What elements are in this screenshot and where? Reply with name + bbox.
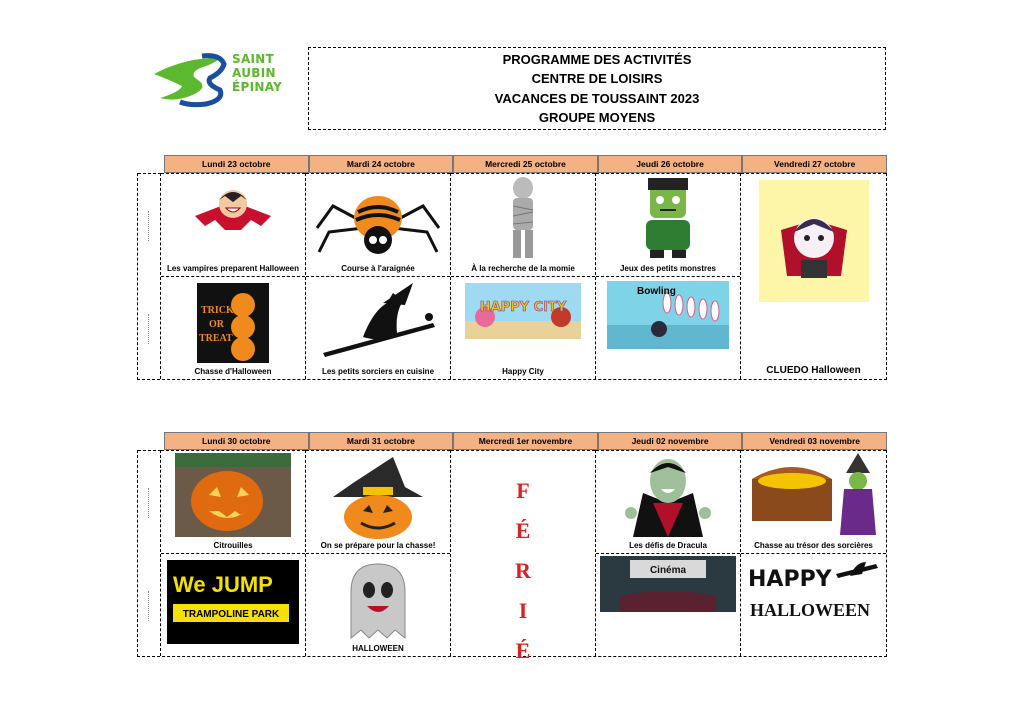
we-jump-logo <box>167 560 299 644</box>
activity-caption: Jeux des petits monstres <box>619 264 717 273</box>
svg-text:OR: OR <box>209 319 224 330</box>
activity-cell <box>306 450 450 553</box>
activity-cell <box>451 173 595 276</box>
svg-text:Cinéma: Cinéma <box>649 565 687 576</box>
activity-cell <box>161 276 305 379</box>
svg-text:HAPPY: HAPPY <box>747 567 832 592</box>
ghost-image <box>343 560 413 640</box>
day-header: Lundi 30 octobre <box>164 432 309 450</box>
pumpkin-photo <box>175 453 291 537</box>
activity-caption: Citrouilles <box>213 541 253 550</box>
activity-cell <box>306 276 450 379</box>
cinema-image <box>600 556 736 612</box>
title-line: PROGRAMME DES ACTIVITÉS <box>502 51 692 67</box>
activity-cell <box>741 553 886 656</box>
activity-cell <box>596 553 740 656</box>
happy-halloween-image <box>746 560 882 624</box>
dracula-image <box>623 453 713 537</box>
week-1-table <box>137 155 887 380</box>
activity-caption: Les vampires preparent Halloween <box>166 264 300 273</box>
day-header: Mercredi 25 octobre <box>453 155 598 173</box>
activity-cell <box>596 276 740 379</box>
activity-caption: On se prépare pour la chasse! <box>320 541 436 550</box>
mummy-image <box>503 176 543 260</box>
vampire-image <box>191 186 275 244</box>
happy-city-image <box>465 283 581 339</box>
activity-cell <box>741 450 886 553</box>
witch-on-broom-image <box>313 283 443 363</box>
bowling-image <box>607 281 729 349</box>
day-header: Vendredi 27 octobre <box>742 155 887 173</box>
svg-text:TRICK: TRICK <box>201 305 234 316</box>
svg-text:HALLOWEEN: HALLOWEEN <box>749 600 870 620</box>
activity-caption: Les défis de Dracula <box>629 541 707 550</box>
activity-caption: Chasse au trésor des sorcières <box>754 541 873 550</box>
day-header: Jeudi 26 octobre <box>598 155 743 173</box>
frankenstein-monster-image <box>640 176 696 260</box>
activity-caption: À la recherche de la momie <box>471 264 575 273</box>
period-column <box>138 173 161 379</box>
day-header: Vendredi 03 novembre <box>742 432 887 450</box>
svg-text:We JUMP: We JUMP <box>173 572 273 597</box>
day-header: Mardi 24 octobre <box>309 155 454 173</box>
title-line: VACANCES DE TOUSSAINT 2023 <box>494 90 700 106</box>
activity-caption: Les petits sorciers en cuisine <box>321 367 435 376</box>
activity-cell <box>306 553 450 656</box>
activity-cell <box>306 173 450 276</box>
svg-text:HAPPY CITY: HAPPY CITY <box>479 300 567 315</box>
svg-text:TRAMPOLINE PARK: TRAMPOLINE PARK <box>182 609 280 620</box>
svg-text:Bowling: Bowling <box>637 286 676 297</box>
day-header: Mercredi 1er novembre <box>453 432 598 450</box>
activity-cell <box>161 450 305 553</box>
pumpkin-witch-hat-image <box>323 457 433 539</box>
activity-caption: HALLOWEEN <box>352 644 404 653</box>
period-column <box>138 450 161 656</box>
activity-cell <box>596 173 740 276</box>
title-line: CENTRE DE LOISIRS <box>531 71 663 86</box>
day-header: Jeudi 02 novembre <box>598 432 743 450</box>
treasure-chest-witch-image <box>748 453 880 537</box>
day-header: Mardi 31 octobre <box>309 432 454 450</box>
logo-text: SAINT AUBIN ÉPINAY <box>232 52 283 94</box>
title-line: GROUPE MOYENS <box>538 110 656 125</box>
activity-cell <box>741 173 886 379</box>
activity-caption: Happy City <box>502 367 544 376</box>
week-2-table <box>137 432 887 663</box>
activity-cell <box>596 450 740 553</box>
spider-image <box>313 188 443 258</box>
cute-vampire-image <box>759 180 869 302</box>
holiday-cell <box>451 450 595 663</box>
trick-or-treat-image <box>197 283 269 363</box>
ferie-label: F É R I É <box>515 478 531 663</box>
day-header: Lundi 23 octobre <box>164 155 309 173</box>
activity-caption: Chasse d'Halloween <box>194 367 272 376</box>
activity-cell <box>161 553 305 656</box>
activity-caption: CLUEDO Halloween <box>766 365 861 376</box>
program-title <box>308 47 886 130</box>
activity-cell <box>451 276 595 379</box>
activity-cell <box>161 173 305 276</box>
svg-text:TREAT: TREAT <box>199 333 233 344</box>
activity-caption: Course à l'araignée <box>341 264 415 273</box>
